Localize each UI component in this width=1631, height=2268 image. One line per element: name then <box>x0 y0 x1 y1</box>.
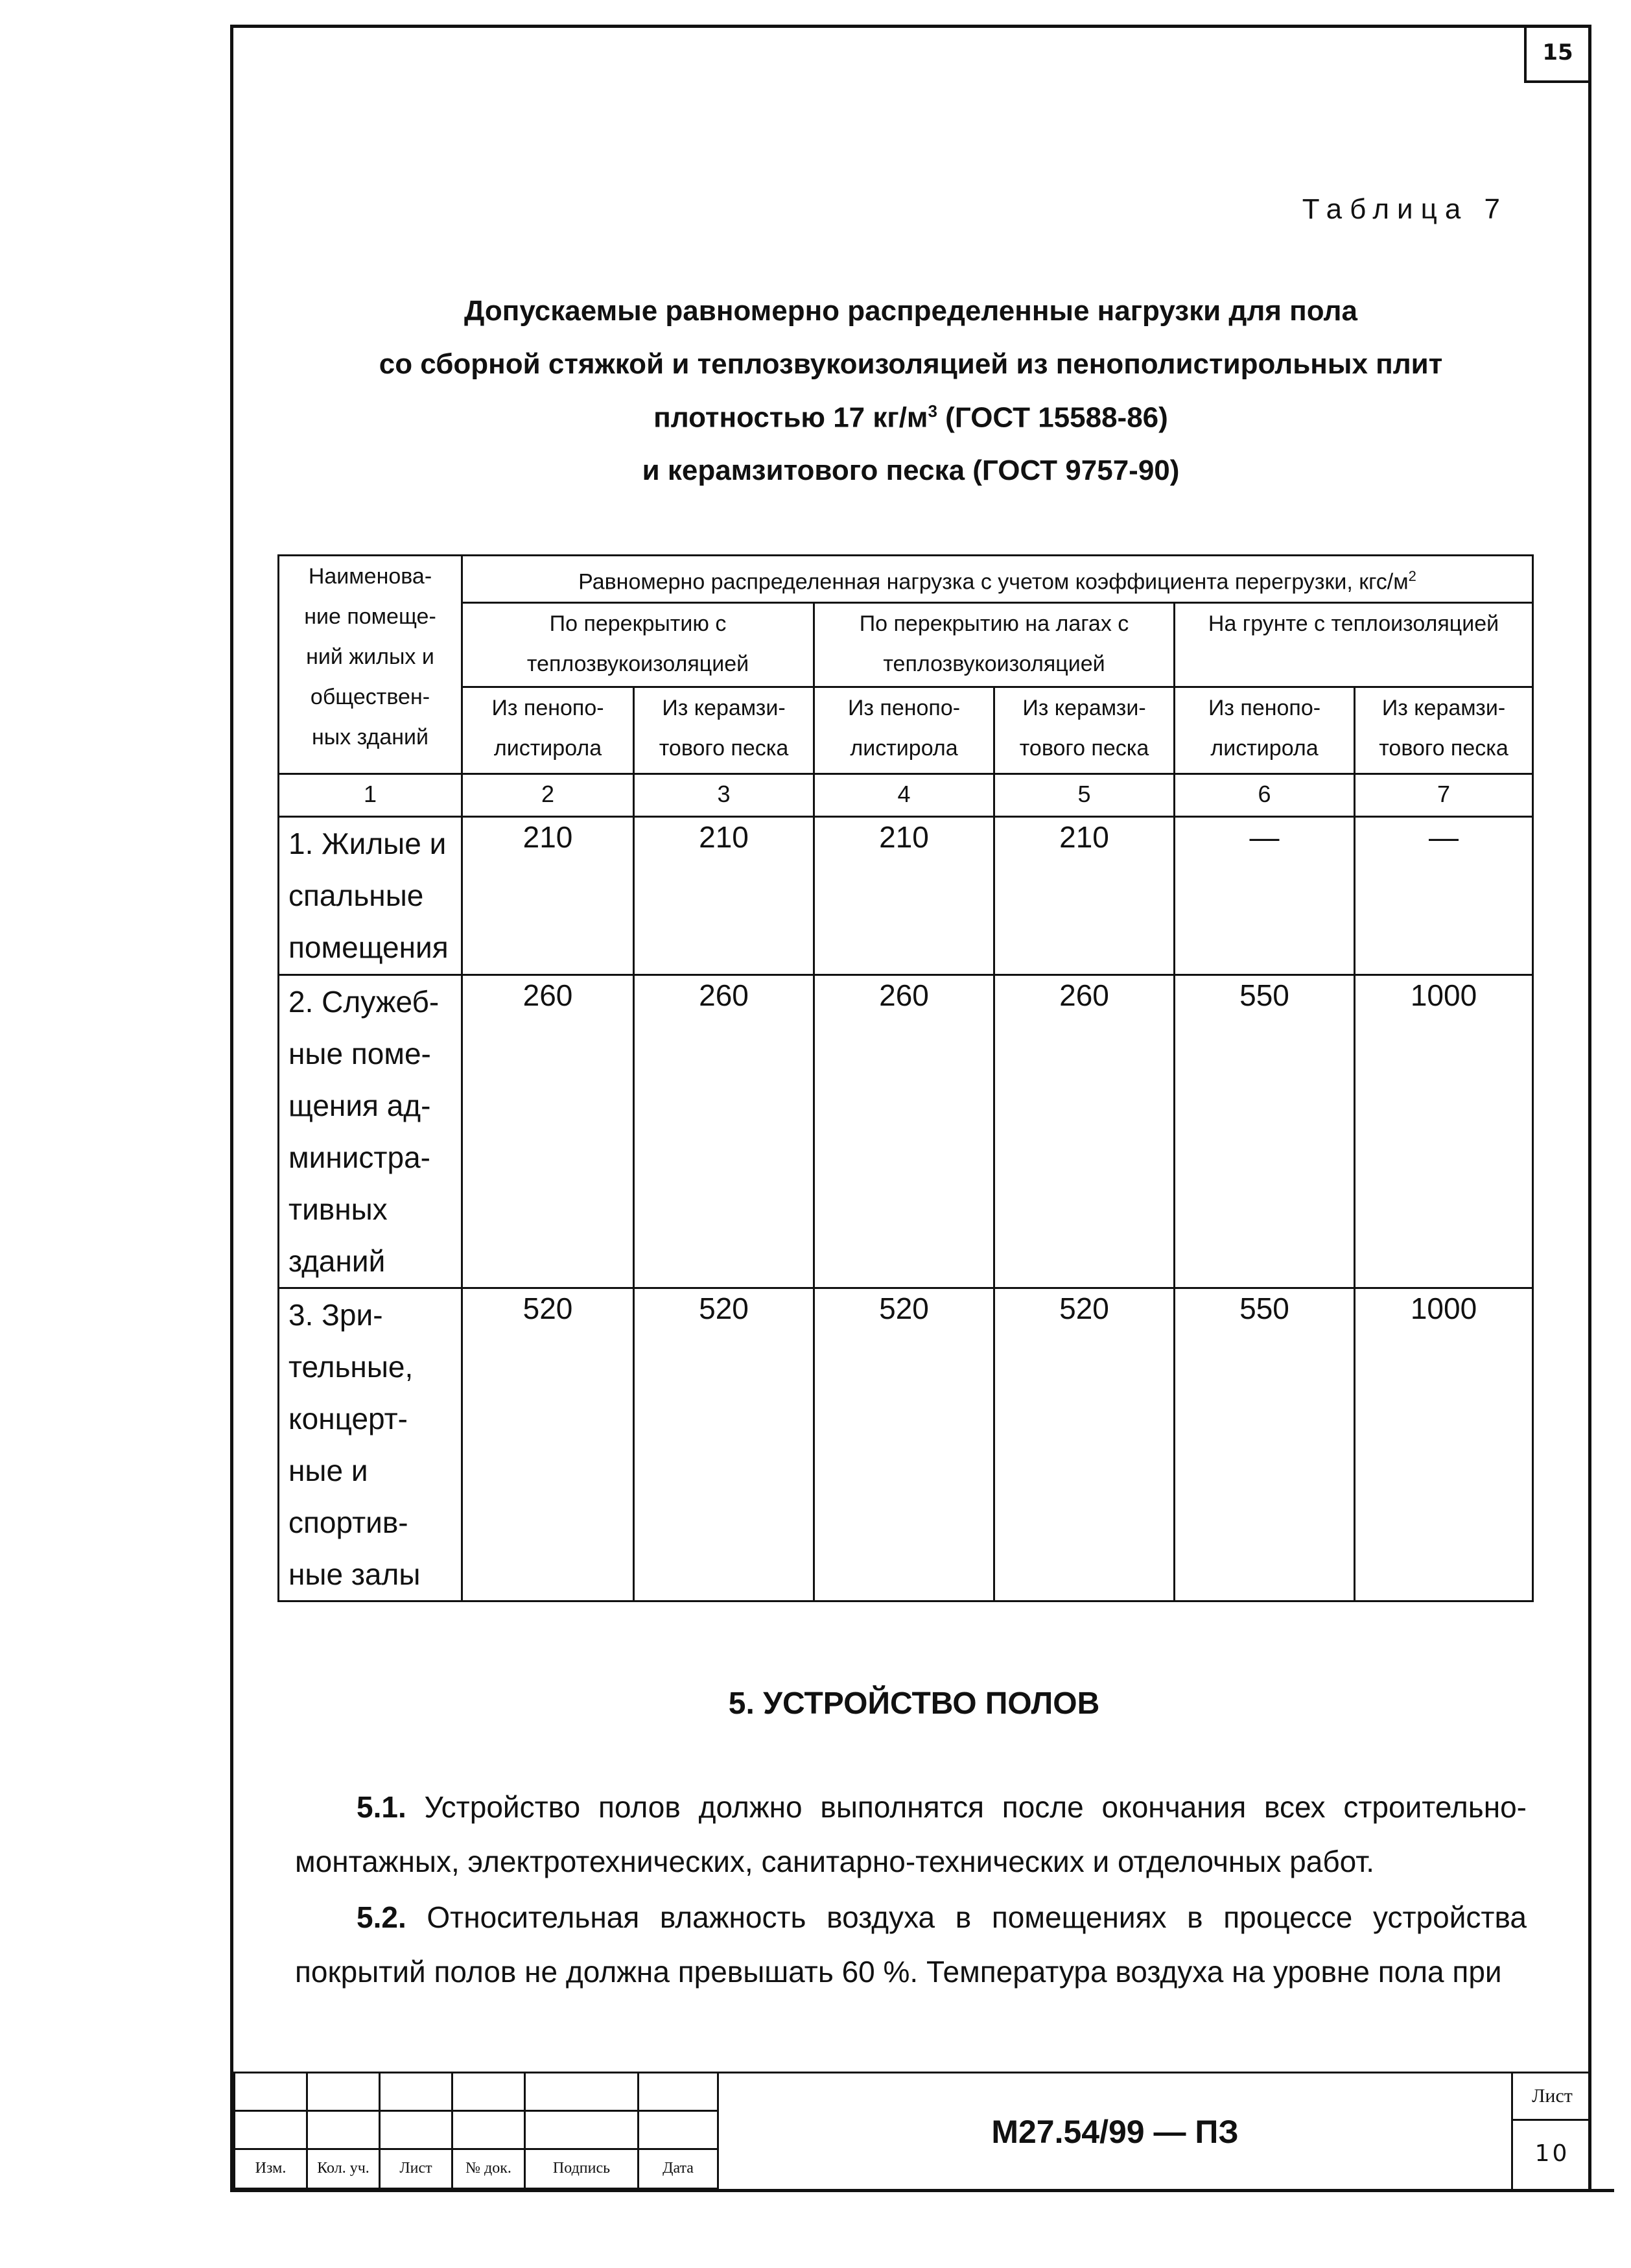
stamp-label: Подпись <box>525 2149 639 2188</box>
table-title-line-3 <box>230 401 1591 434</box>
row-name-line: 3. Зри- <box>288 1298 383 1332</box>
header-line: Из пенопо- <box>1208 696 1321 721</box>
paragraph-number: 5.2. <box>357 1900 406 1934</box>
cell-value: 1000 <box>1355 1288 1533 1601</box>
paragraph-5-1 <box>295 1780 1527 1889</box>
title-block-grid <box>233 2072 719 2190</box>
sheet-box <box>1511 2072 1591 2190</box>
stamp-label: Лист <box>380 2149 452 2188</box>
header-line: ных зданий <box>311 725 428 750</box>
paragraph-number: 5.1. <box>357 1790 406 1824</box>
table-title-line-4: и керамзитового песка (ГОСТ 9757-90) <box>642 455 1180 486</box>
cell-value: 520 <box>814 1288 994 1601</box>
cell-value: 210 <box>634 817 814 975</box>
paragraph-text: Относительная влажность воздуха в помещениях в процессе устройства покрытий полов не должна превышать 60 %. Температура воздуха на уровне пола при <box>295 1900 1527 1989</box>
header-line: На грунте с теплоизоляцией <box>1208 611 1499 637</box>
header-sub-foam-2 <box>814 687 994 774</box>
page-number-box <box>1524 25 1589 83</box>
header-line: Из керамзи- <box>1022 696 1146 721</box>
row-name-line: тивных <box>288 1192 388 1227</box>
col-number: 6 <box>1175 774 1355 817</box>
header-line: теплозвукоизоляцией <box>883 652 1105 677</box>
header-line: листирола <box>850 736 958 761</box>
cell-value: 520 <box>462 1288 634 1601</box>
header-line: По перекрытию с <box>549 611 727 637</box>
title-line3-sup: 3 <box>928 401 937 421</box>
cell-value: 260 <box>994 975 1175 1288</box>
row-name-line: ные поме- <box>288 1037 431 1071</box>
header-load-sup: 2 <box>1408 568 1416 584</box>
header-room-name <box>279 556 462 774</box>
title-line3-text: плотностью 17 кг/м <box>653 401 928 434</box>
header-group-3 <box>1175 603 1533 687</box>
header-sub-clay-1 <box>634 687 814 774</box>
cell-value: — <box>1175 817 1355 975</box>
stamp-label: Дата <box>639 2149 718 2188</box>
col-number: 2 <box>462 774 634 817</box>
cell-value: 210 <box>462 817 634 975</box>
header-line: Из пенопо- <box>847 696 961 721</box>
stamp-label: Изм. <box>235 2149 307 2188</box>
cell-value: 550 <box>1175 1288 1355 1601</box>
cell-value: 260 <box>634 975 814 1288</box>
cell-value: — <box>1355 817 1533 975</box>
row-name <box>279 975 462 1288</box>
header-line: ние помеще- <box>304 604 436 629</box>
row-name <box>279 817 462 975</box>
cell-value: 1000 <box>1355 975 1533 1288</box>
header-load-text: Равномерно распределенная нагрузка с учетом коэффициента перегрузки, кгс/м <box>578 569 1409 595</box>
paragraph-5-2 <box>295 1890 1527 1999</box>
col-number: 7 <box>1355 774 1533 817</box>
row-name-line: концерт- <box>288 1402 408 1436</box>
table-title-line-1: Допускаемые равномерно распределенные нагрузки для пола <box>464 295 1357 327</box>
row-name-line: спальные <box>288 879 424 913</box>
row-name-line: щения ад- <box>288 1089 431 1123</box>
row-name-line: тельные, <box>288 1350 414 1384</box>
cell-value: 210 <box>994 817 1175 975</box>
cell-value: 260 <box>814 975 994 1288</box>
row-name-line: ные и <box>288 1454 368 1488</box>
header-group-1 <box>462 603 814 687</box>
header-sub-clay-2 <box>994 687 1175 774</box>
header-line: ний жилых и <box>306 644 434 669</box>
document-id <box>717 2072 1511 2190</box>
cell-value: 210 <box>814 817 994 975</box>
stamp-label: № док. <box>452 2149 525 2188</box>
header-line: тового песка <box>1379 736 1508 761</box>
header-sub-foam-1 <box>462 687 634 774</box>
table-title-line-2: со сборной стяжкой и теплозвукоизоляцией из пенополистирольных плит <box>379 348 1443 380</box>
header-sub-foam-3 <box>1175 687 1355 774</box>
row-name-line: ные залы <box>288 1557 421 1592</box>
cell-value: 550 <box>1175 975 1355 1288</box>
header-line: Из керамзи- <box>662 696 786 721</box>
table-row <box>279 975 1533 1288</box>
row-name-line: министра- <box>288 1140 430 1175</box>
col-number: 4 <box>814 774 994 817</box>
loads-table <box>277 554 1534 1602</box>
col-number: 5 <box>994 774 1175 817</box>
cell-value: 520 <box>994 1288 1175 1601</box>
row-name-line: спортив- <box>288 1506 408 1540</box>
header-line: По перекрытию на лагах с <box>859 611 1129 637</box>
sheet-number: 10 <box>1534 2140 1570 2167</box>
row-name <box>279 1288 462 1601</box>
header-line: тового песка <box>659 736 789 761</box>
header-line: тового песка <box>1019 736 1149 761</box>
title-line3-post: (ГОСТ 15588-86) <box>937 401 1168 434</box>
cell-value: 260 <box>462 975 634 1288</box>
section-title: 5. УСТРОЙСТВО ПОЛОВ <box>728 1686 1100 1721</box>
stamp-label: Кол. уч. <box>307 2149 380 2188</box>
table-row <box>279 1288 1533 1601</box>
header-line: Наименова- <box>308 564 432 589</box>
header-line: теплозвукоизоляцией <box>526 652 749 677</box>
cell-value: 520 <box>634 1288 814 1601</box>
row-name-line: 1. Жилые и <box>288 827 447 861</box>
row-name-line: зданий <box>288 1244 386 1279</box>
header-sub-clay-3 <box>1355 687 1533 774</box>
header-load <box>462 556 1533 603</box>
table-row <box>279 817 1533 975</box>
row-name-line: 2. Служеб- <box>288 985 440 1019</box>
table-caption: Таблица 7 <box>1302 193 1508 225</box>
header-line: листирола <box>493 736 602 761</box>
header-line: листирола <box>1210 736 1319 761</box>
sheet-label: Лист <box>1513 2073 1591 2121</box>
row-name-line: помещения <box>288 930 449 965</box>
header-line: обществен- <box>310 685 430 709</box>
header-group-2 <box>814 603 1175 687</box>
header-line: Из пенопо- <box>491 696 604 721</box>
paragraph-text: Устройство полов должно выполнятся после окончания всех строительно-монтажных, электротехнических, санитарно-технических и отделочных работ. <box>295 1790 1527 1878</box>
col-number: 1 <box>279 774 462 817</box>
page-number: 15 <box>1542 40 1573 65</box>
document-id-text: М27.54/99 — ПЗ <box>991 2113 1239 2150</box>
header-line: Из керамзи- <box>1381 696 1506 721</box>
col-number: 3 <box>634 774 814 817</box>
